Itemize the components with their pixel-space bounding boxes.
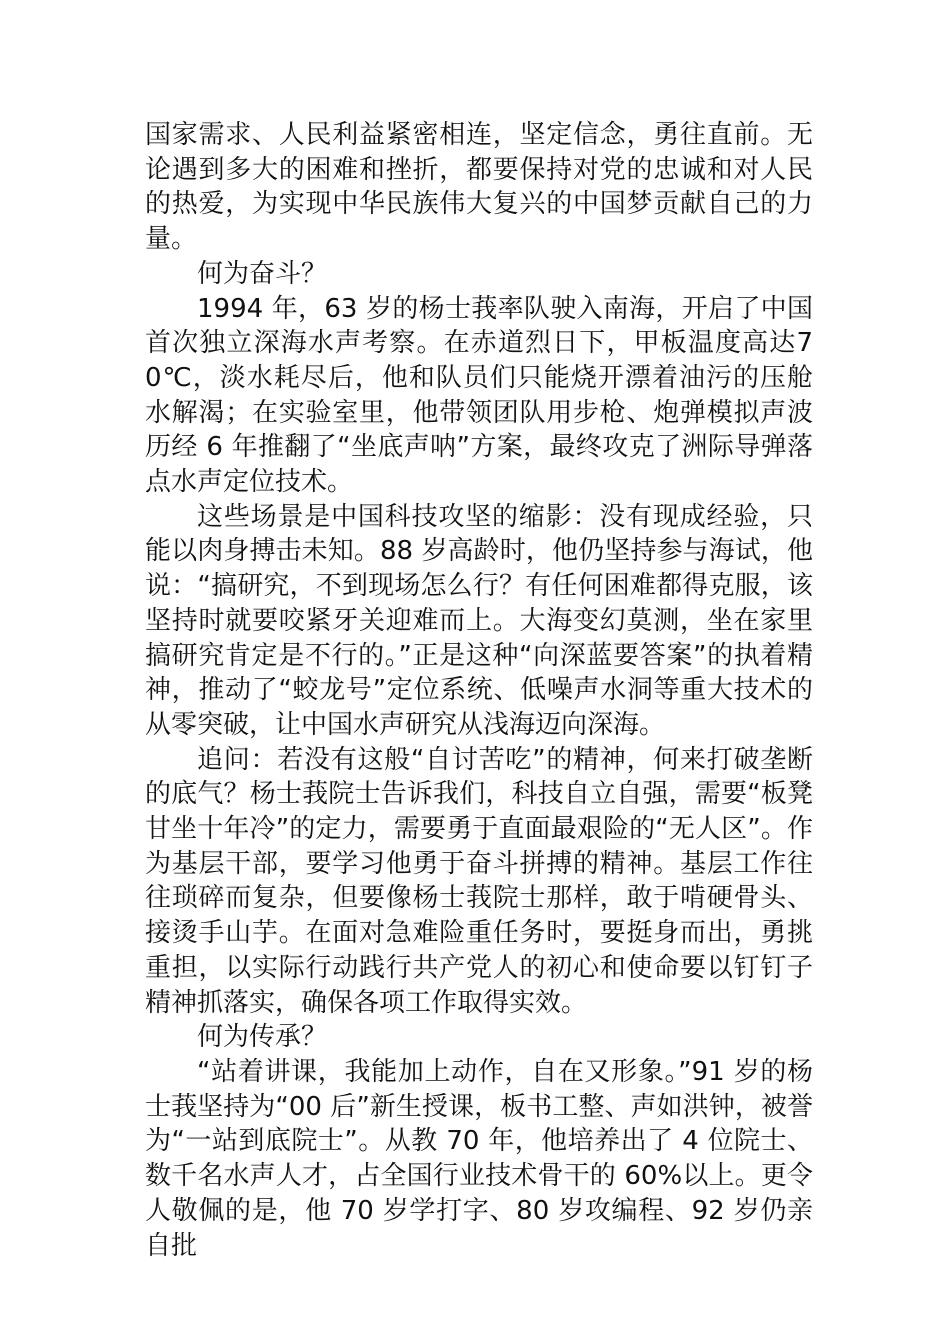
paragraph-continuation: 国家需求、人民利益紧密相连，坚定信念，勇往直前。无论遇到多大的困难和挫折，都要保持对党的忠诚和对人民的热爱，为实现中华民族伟大复兴的中国梦贡献自己的力量。: [145, 120, 813, 255]
paragraph-teaching: “站着讲课，我能加上动作，自在又形象。”91 岁的杨士莪坚持为“00 后”新生授课，板书工整、声如洪钟，被誉为“一站到底院士”。从教 70 年，他培养出了 4 位院士、数千名水声人才，占全国行业技术骨干的 60%以上。更令人敬佩的是，他 70 岁学打字、80 岁攻编程、92 岁仍亲自批: [145, 1056, 813, 1261]
paragraph-tech-breakthrough: 这些场景是中国科技攻坚的缩影：没有现成经验，只能以肉身搏击未知。88 岁高龄时，他仍坚持参与海试，他说：“搞研究，不到现场怎么行？有任何困难都得克服，该坚持时就要咬紧牙关迎难而上。大海变幻莫测，坐在家里搞研究肯定是不行的。”正是这种“向深蓝要答案”的执着精神，推动了“蛟龙号”定位系统、低噪声水洞等重大技术的从零突破，让中国水声研究从浅海迈向深海。: [145, 501, 813, 740]
section-heading-struggle: 何为奋斗？: [197, 258, 328, 289]
section-heading-inheritance: 何为传承？: [197, 1022, 328, 1053]
document-page: [145, 118, 813, 1263]
paragraph-question-spirit: 追问：若没有这般“自讨苦吃”的精神，何来打破垄断的底气？杨士莪院士告诉我们，科技自立自强，需要“板凳甘坐十年冷”的定力，需要勇于直面最艰险的“无人区”。作为基层干部，要学习他勇于奋斗拼搏的精神。基层工作往往琐碎而复杂，但要像杨士莪院士那样，敢于啃硬骨头、接烫手山芋。在面对急难险重任务时，要挺身而出，勇挑重担，以实际行动践行共产党人的初心和使命要以钉钉子精神抓落实，确保各项工作取得实效。: [145, 744, 813, 1018]
paragraph-south-sea-expedition: 1994 年，63 岁的杨士莪率队驶入南海，开启了中国首次独立深海水声考察。在赤道烈日下，甲板温度高达70℃，淡水耗尽后，他和队员们只能烧开漂着油污的压舱水解渴；在实验室里，他带领团队用步枪、炮弹模拟声波历经 6 年推翻了“坐底声呐”方案，最终攻克了洲际导弹落点水声定位技术。: [145, 293, 813, 498]
